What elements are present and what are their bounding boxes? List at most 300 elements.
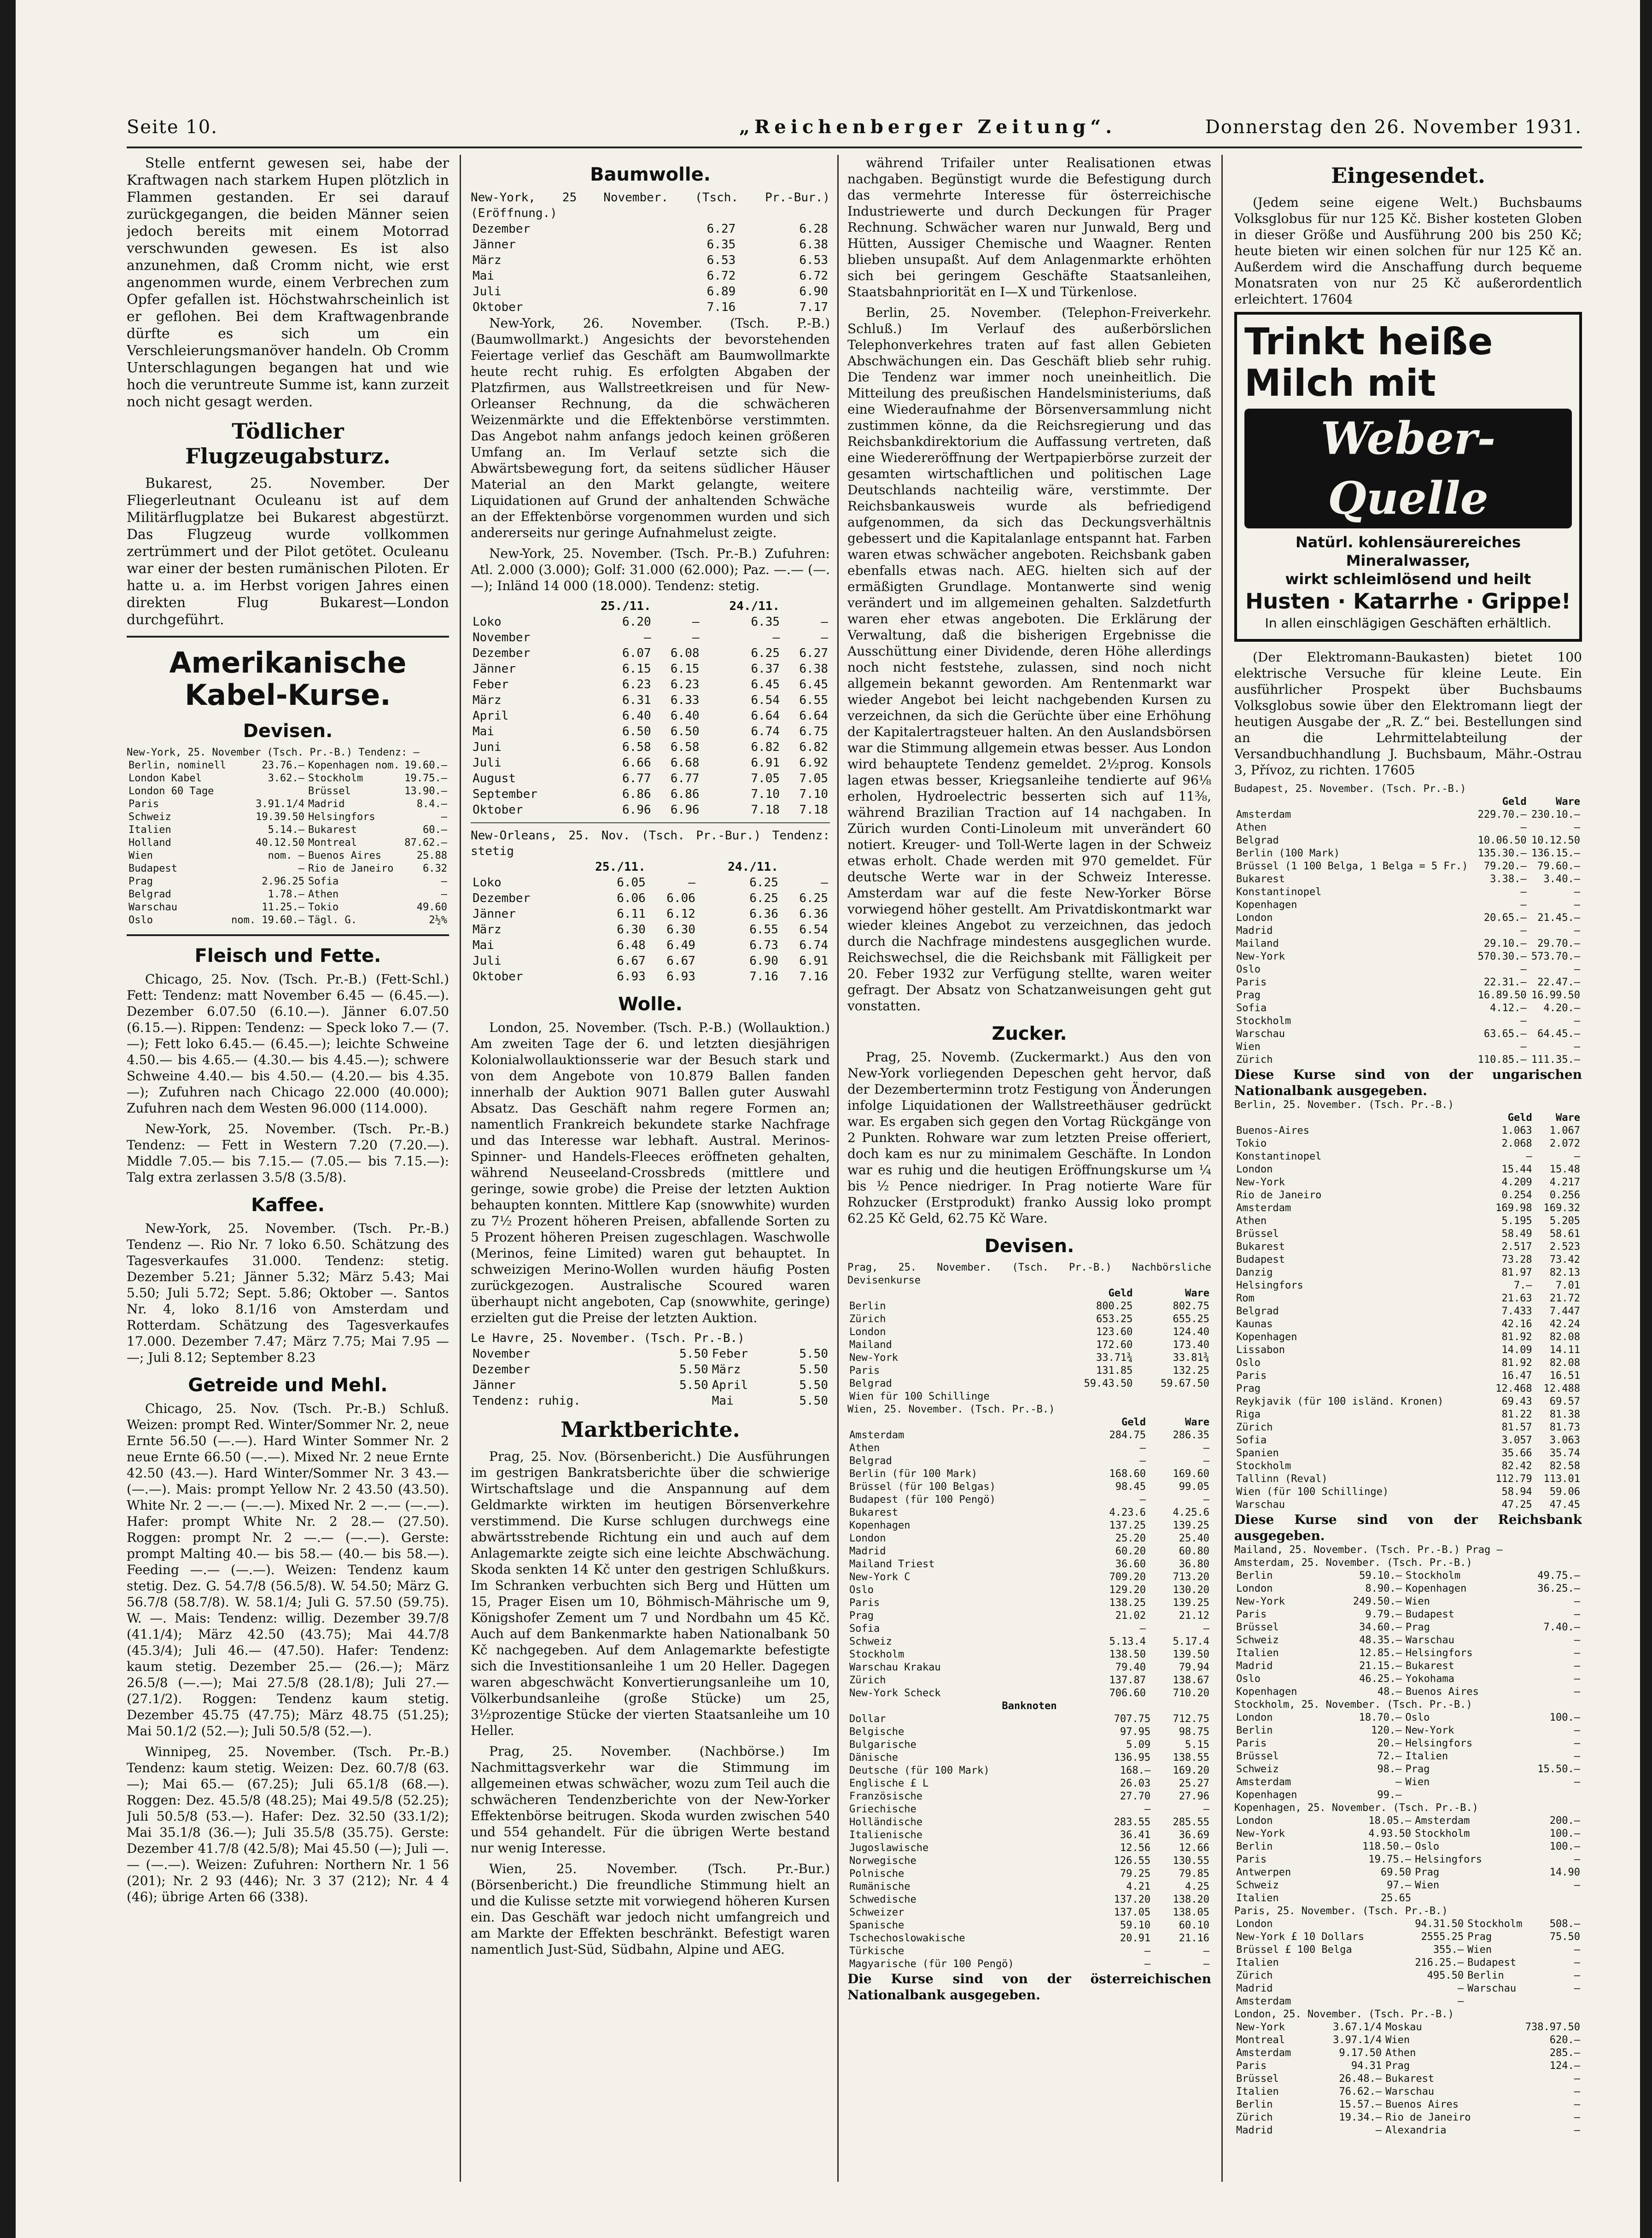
table-cell: Mailand Triest [849,1558,935,1570]
table-cell: 137.87 [1109,1675,1146,1686]
table-cell: 172.60 [1096,1339,1133,1351]
table-cell: Buenos Aires [1405,1686,1479,1698]
table-cell: 81.73 [1549,1422,1580,1433]
table-cell: Sofia [849,1623,880,1635]
table-row [1234,1292,1582,1305]
market-text: Prag, 25. Novemb. (Zuckermarkt.) Aus den von New-York vorliegenden Depeschen geht hervor, daß der Dezemberterminn trotz Festigung von Änderungen infolge Liquidationen der Wallstreethäuser gedrückt war. Es ergaben sich gegen den Vortag Rückgänge von 2 Punkten. Rohware war zum letzten Preise offeriert, doch kam es nur zu minimalem Geschäfte. In London war es ruhig und die heutigen Eröffnungskurse um ¼ bis ½ Pence niedriger. In Prag notierte Ware für Rohzucker (Erstprodukt) franko Aussig loko prompt 62.25 Kč Geld, 62.75 Kč Ware. [847,1049,1211,1226]
table-cell: Brüssel [1236,1228,1279,1240]
table-cell: New-York [1236,2021,1285,2033]
table-cell: Magyarische (für 100 Pengö) [849,1958,1014,1970]
table-cell: 9.17.50 [1339,2047,1382,2059]
table-cell: — [1574,1970,1580,1981]
table-cell: London [1236,912,1273,924]
rule [471,822,830,823]
table-cell: Tokio [1236,1138,1267,1149]
table-cell: Kopenhagen [1236,1686,1297,1698]
table-cell: 12.488 [1543,1383,1580,1394]
table-cell: 169.98 [1495,1202,1532,1214]
table-row [127,837,449,850]
table-cell: Sofia [308,876,339,887]
table-cell: 94.31.50 [1415,1918,1464,1930]
table-cell: — [1203,1945,1209,1957]
table-cell: 12.66 [1179,1842,1209,1854]
table-cell: London [1236,1712,1273,1723]
table-caption: New-York, 25. November (Tsch. Pr.-B.) Tendenz: — [127,747,420,758]
table-cell: — [1520,1015,1527,1027]
table-cell: Norwegische [849,1855,916,1867]
table-cell: Buenos Aires [1385,2099,1459,2110]
table-cell: — [1139,1442,1146,1454]
table-cell: Stockholm [1467,1918,1523,1930]
masthead [127,109,1582,146]
table-cell: Spanien [1236,1447,1279,1459]
copenhagen-fx-table [1234,1815,1582,1905]
table-row [1234,1918,1582,1931]
table-cell: Helsingfors [1405,1647,1473,1659]
table-row [847,1868,1211,1881]
table-row [471,771,830,786]
column-header: Geld [1507,1112,1532,1124]
table-row [1234,1724,1582,1737]
table-row [471,630,830,645]
table-cell: Feber [473,678,509,691]
table-cell: 36.25.— [1537,1583,1580,1594]
table-cell: Zürich [1236,1970,1273,1981]
column-header: 25./11. [601,599,651,613]
table-cell: Prag [1415,1867,1440,1878]
table-cell: Athen [1236,1215,1267,1227]
table-cell: 40.12.50 [256,837,305,849]
table-cell: 6.93 [666,970,695,984]
table-cell: Belgrad [849,1378,892,1389]
table-cell: 3.063 [1549,1435,1580,1446]
table-row [1234,937,1582,950]
table-cell: Prag [1405,1622,1430,1633]
table-cell: 60.20 [1115,1546,1146,1557]
table-caption: Stockholm, 25. November. (Tsch. Pr.-B.) [1234,1699,1472,1711]
table-cell: 6.77 [622,772,651,785]
table-cell: 6.05 [617,876,646,890]
table-cell: 113.01 [1543,1473,1580,1485]
table-cell: — [1574,1596,1580,1607]
scan-border-right [1640,0,1652,2238]
table-row [1234,1357,1582,1370]
table-cell: 495.50 [1427,1970,1464,1981]
table-cell: — [1574,1686,1580,1698]
table-cell: 139.25 [1173,1597,1209,1609]
table-cell: Bukarest [1236,1241,1285,1253]
table-cell: April [473,709,509,723]
table-cell: 112.79 [1495,1473,1532,1485]
market-text: New-York, 25. November. (Tsch. Pr.-B.) Zufuhren: Atl. 2.000 (3.000); Golf: 31.000 (62.000); Paz. —.— (—.—); Inländ 14 000 (18.000). Tendenz: stetig. [471,546,830,593]
table-row [1234,976,1582,989]
table-cell: Schweiz [128,811,171,823]
table-row [471,802,830,818]
table-cell: Stockholm [1405,1570,1461,1582]
table-cell: 5.09 [1126,1739,1151,1751]
article-text: Stelle entfernt gewesen sei, habe der Kraftwagen nach starkem Hupen plötzlich in Flammen gestanden. Er sei darauf zurückgegangen, die beiden Männer seien jedoch bereits mit einem Motorrad verschwunden gewesen. Es ist also anzunehmen, daß Cromm nicht, wie erst angenommen wurde, einem Verbrechen zum Opfer gefallen ist. Höchstwahrscheinlich ist er geflohen. Bei dem Kraftwagenbrande dürfte es sich um ein Verschleierungsmanöver handeln. Ob Cromm Unterschlagungen begangen hat und wie hoch die veruntreute Summe ist, kann zurzeit noch nicht gesagt werden. [127,155,449,410]
table-cell: Schwedische [849,1894,916,1905]
table-cell: Amsterdam [1236,1202,1291,1214]
table-cell: Mai [473,269,494,283]
table-row [1234,1866,1582,1879]
table-cell: Rom [1236,1293,1255,1304]
table-cell: — [1526,1151,1532,1162]
wool-havre-table [471,1346,830,1409]
table-row [847,1429,1211,1442]
table-cell: — [441,876,447,887]
table-cell: Kopenhagen [1236,1789,1297,1801]
table-row [847,1932,1211,1945]
table-cell: 707.75 [1114,1713,1151,1725]
table-row [1234,2124,1582,2137]
table-cell: Warschau [1467,1983,1517,1994]
table-cell: 82.42 [1501,1460,1532,1472]
table-cell: 20.— [1377,1738,1402,1749]
table-cell: Kopenhagen [1236,899,1297,911]
advertisement [1234,312,1582,642]
table-cell: 2555.25 [1421,1931,1464,1943]
london-fx-table [1234,2021,1582,2137]
table-cell: Kopenhagen [1405,1583,1467,1594]
table-cell: Griechische [849,1804,916,1815]
table-cell: Wien (für 100 Schillinge) [1236,1486,1389,1498]
table-cell: 6.23 [670,678,700,691]
table-row [1234,2034,1582,2047]
table-row [1234,1189,1582,1202]
market-text: New-York, 26. November. (Tsch. P.-B.) (Baumwollmarkt.) Angesichts der bevorstehenden Feiertage verlief das Geschäft am Baumwollmarkte heute recht ruhig. Es erfolgten Abgaben der Platzfirmen, aus Wallstreetkreisen und für New-Orleanser Rechnung, da die schwächeren Weizenmärkte und die Effektenbörse verstimmten. Das Angebot nahm anfangs jedoch keinen größeren Umfang an. Im Verlauf setzte sich die Abwärtsbewegung fort, da seitens südlicher Häuser Material an den Markt gelangte, weitere Liquidationen auf Grund der anhaltenden Schwäche an der Effektenbörse vorgenommen wurden und sich andererseits nur geringe Aufnahmelust zeigte. [471,316,830,540]
table-cell: 35.66 [1501,1447,1532,1459]
subsection-heading: Baumwolle. [590,164,711,185]
table-cell: 79.94 [1179,1662,1209,1673]
table-row [847,1893,1211,1906]
table-row [1234,1254,1582,1266]
table-cell: Helsingfors [1405,1738,1473,1749]
column-header [847,1287,1058,1300]
table-cell: Yokohama [1405,1673,1454,1685]
table-row [471,284,830,299]
table-cell: — [1574,1880,1580,1891]
table-row [1234,1305,1582,1318]
table-cell: 7.433 [1501,1306,1532,1317]
table-cell: Paris [1236,1738,1267,1749]
table-cell: Prag [128,876,153,887]
table-row [1234,1486,1582,1499]
article-text: Bukarest, 25. November. Der Fliegerleutnant Oculeanu ist auf dem Militärflugplatze bei Bukarest abgestürzt. Das Flugzeug wurde vollkommen zertrümmert und der Pilot getötet. Oculeanu war einer der besten rumänischen Piloten. Er hatte u. a. im Herbst vorigen Jahres einen direkten Flug Bukarest—London durchgeführt. [127,475,449,628]
table-cell: Holländische [849,1816,922,1828]
table-cell: 139.25 [1173,1520,1209,1531]
table-cell: 79.40 [1115,1662,1146,1673]
table-cell: 4.25.6 [1173,1507,1209,1518]
table-caption: Kopenhagen, 25. November. (Tsch. Pr.-B.) [1234,1802,1478,1814]
column-2 [471,155,830,2182]
table-cell: 138.55 [1173,1752,1209,1763]
table-row [1234,2098,1582,2111]
table-cell: London Kabel [128,773,202,784]
table-cell: — [1574,2073,1580,2085]
table-row [127,759,449,772]
table-row [127,888,449,901]
table-cell: 6.91 [751,756,780,770]
table-cell: Riga [1236,1409,1261,1420]
table-cell: Rio de Janeiro [308,863,394,874]
table-row [847,1855,1211,1868]
table-cell: 6.30 [617,923,646,937]
table-cell: 6.93 [617,970,646,984]
table-cell: März [473,923,502,937]
table-cell: 12.468 [1495,1383,1532,1394]
table-cell: 6.54 [751,693,780,707]
table-cell: — [1375,2125,1382,2136]
table-cell: 21.45.— [1537,912,1580,924]
table-row [1234,847,1582,860]
table-header-row [1234,796,1582,808]
table-row [471,1346,830,1362]
table-cell: 1.067 [1549,1125,1580,1137]
table-cell: Warschau [1236,1028,1285,1040]
table-cell: Italien [1236,1892,1279,1904]
table-cell: Jänner [473,662,516,676]
table-cell: — [1520,925,1527,937]
table-cell: 6.40 [622,709,651,723]
table-cell: — [298,863,305,874]
table-row [1234,1473,1582,1486]
table-cell: Italienische [849,1829,922,1841]
table-cell: 138.50 [1109,1649,1146,1660]
table-cell: Antwerpen [1236,1867,1291,1878]
table-cell: Französische [849,1791,922,1802]
table-cell: 6.23 [622,678,651,691]
table-cell: Amsterdam [849,1430,905,1441]
table-cell [1539,1995,1582,2008]
table-cell: 124.40 [1173,1326,1209,1338]
table-cell: 36.69 [1179,1829,1209,1841]
table-cell: — [1203,1804,1209,1815]
table-cell: 0.256 [1549,1189,1580,1201]
table-cell: — [1574,2099,1580,2110]
table-cell: Lissabon [1236,1344,1285,1356]
table-cell: 5.14.— [268,824,305,836]
table-cell [1465,1995,1539,2008]
table-cell: Paris [1236,1854,1267,1865]
masthead-rule [127,146,1582,148]
table-header-row [1234,1112,1582,1125]
table-cell: Mailand [1236,938,1279,949]
table-row [1234,1395,1582,1408]
table-cell: 5.50 [799,1347,828,1361]
article-heading: Tödlicher Flugzeugabsturz. [185,419,391,469]
table-cell: 100.— [1549,1841,1580,1852]
table-cell: 6.73 [749,938,778,952]
table-cell: 3.97.1/4 [1333,2034,1382,2046]
table-cell: — [1144,1958,1151,1970]
table-cell: Schweiz [1236,1763,1279,1775]
table-row [127,901,449,914]
table-cell: 712.75 [1173,1713,1209,1725]
table-cell: Helsingfors [308,811,375,823]
table-row [847,1494,1211,1506]
table-cell: Stockholm [1415,1828,1470,1840]
table-row [847,1339,1211,1352]
table-cell: 6.75 [799,725,828,738]
table-cell: New-York [849,1352,898,1364]
table-row [1234,1279,1582,1292]
table-header-row [847,1287,1211,1300]
table-cell: 7.40.— [1543,1622,1580,1633]
table-cell: Mai [473,725,494,738]
table-cell: 3.38.— [1490,873,1527,885]
table-row [1234,1595,1582,1608]
market-text: Wien, 25. November. (Tsch. Pr.-Bur.) (Börsenbericht.) Die freundliche Stimmung hielt an und die Kulisse setzte mit vorwiegend höheren Kursen ein. Das Geschäft war jedoch nicht umfangreich und am Markte der Effekten beschränkt. Befestigt waren namentlich Just-Süd, Südbahn, Alpine und AEG. [471,1861,830,1957]
table-cell: 34.60.— [1359,1622,1402,1633]
table-row [1234,1608,1582,1621]
table-cell: 620.— [1549,2034,1580,2046]
table-cell: 69.50 [1380,1867,1412,1878]
table-row [1234,1421,1582,1434]
table-row [847,1519,1211,1532]
table-caption: Amsterdam, 25. November. (Tsch. Pr.-B.) [1234,1557,1472,1569]
table-row [471,937,830,953]
table-cell: 58.94 [1501,1486,1532,1498]
table-cell: — [1520,822,1527,833]
table-cell: 94.31 [1351,2060,1382,2072]
column-divider [1221,155,1223,2182]
subsection-heading: Wolle. [618,994,683,1015]
newspaper-title: „Reichenberger Zeitung“. [739,116,1117,138]
table-row [127,798,449,811]
table-cell: 3.40.— [1543,873,1580,885]
table-cell: 129.20 [1109,1584,1146,1596]
table-cell: 7.01 [1556,1280,1580,1291]
table-cell: Amsterdam [1236,2047,1291,2059]
table-row [847,1558,1211,1571]
table-cell: 8.90.— [1365,1583,1402,1594]
table-cell: 738.97.50 [1525,2021,1580,2033]
table-cell: 48.— [1377,1686,1402,1698]
table-cell: 508.— [1549,1918,1580,1930]
table-cell: Amsterdam [1236,1996,1291,2007]
table-cell: Athen [1385,2047,1416,2059]
table-cell: nom. — [268,850,305,861]
column-header: 24./11. [729,599,780,613]
subsection-heading: Getreide und Mehl. [188,1375,388,1396]
table-row [471,906,830,922]
table-cell: 7.05 [799,772,828,785]
table-cell: 75.50 [1549,1931,1580,1943]
table-cell: — [1139,1455,1146,1467]
table-cell: 59.10 [1120,1920,1151,1931]
table-cell: Kaunas [1236,1318,1273,1330]
column-header: Geld [1502,796,1527,808]
table-cell: 46.25.— [1359,1673,1402,1685]
table-cell: 6.32 [423,863,447,874]
table-cell: — [1203,1442,1209,1454]
table-cell: 6.91 [799,954,828,968]
table-cell: 6.15 [670,662,700,676]
table-cell [1403,1789,1511,1802]
table-row [471,661,830,677]
table-cell: 138.67 [1173,1675,1209,1686]
table-cell: 802.75 [1173,1301,1209,1312]
table-row [1234,1125,1582,1137]
table-cell: Berlin [849,1301,886,1312]
table-row [1234,1686,1582,1699]
table-row [1234,963,1582,976]
table-cell: Sofia [1236,1435,1267,1446]
table-cell: 16.89.50 [1477,990,1527,1001]
table-cell: 59.43.50 [1084,1378,1133,1389]
table-cell: 2½% [429,914,447,926]
table-cell: 19.75.— [1368,1854,1412,1865]
table-row [471,953,830,969]
table-row [1234,1660,1582,1673]
table-cell: Dezember [473,891,531,905]
table-cell: Warschau Krakau [849,1662,941,1673]
table-cell: 59.10.— [1359,1570,1402,1582]
table-cell: 99.05 [1179,1481,1209,1493]
table-cell: 285.55 [1173,1816,1209,1828]
table-caption: New-Orleans, 25. Nov. (Tsch. Pr.-Bur.) Tendenz: stetig [471,829,830,858]
table-cell: April [712,1378,748,1392]
table-row [127,862,449,875]
table-cell: Prag [1467,1931,1492,1943]
table-cell: Oslo [1415,1841,1440,1852]
table-cell: Amsterdam [1415,1815,1470,1827]
table-cell: 14.09 [1501,1344,1532,1356]
table-cell: Warschau [1236,1499,1285,1511]
table-cell: Deutsche (für 100 Mark) [849,1765,990,1776]
table-cell: Berlin [1236,1570,1273,1582]
column-header [653,598,701,614]
table-cell: 6.58 [670,740,700,754]
table-cell: Italien [1236,1957,1279,1969]
table-cell: New-York £ 10 Dollars [1236,1931,1365,1943]
column-header [471,859,565,875]
table-cell: 7.10 [799,787,828,801]
table-cell: Loko [473,876,502,890]
table-cell: Berlin, nominell [128,760,226,771]
table-cell: Moskau [1385,2021,1422,2033]
table-cell: Oktober [473,803,523,817]
table-cell: 355.— [1433,1944,1464,1956]
table-cell: Türkische [849,1945,905,1957]
table-cell: 25.40 [1179,1533,1209,1544]
table-cell: New-York Scheck [849,1687,941,1699]
table-row [847,1661,1211,1674]
table-cell: — [821,615,828,629]
table-cell: 216.25.— [1415,1957,1464,1969]
section-rule [127,934,449,936]
table-cell: Buenos Aires [308,850,381,861]
table-cell: Schweizer [849,1907,905,1918]
table-cell: Tschechoslowakische [849,1933,965,1944]
table-cell: — [1457,1983,1464,1994]
table-row [847,1597,1211,1610]
table-row [847,1739,1211,1752]
table-row [847,1584,1211,1597]
table-cell: 79.85 [1179,1868,1209,1880]
table-cell: 6.74 [751,725,780,738]
table-cell: 7.— [1513,1280,1532,1291]
table-cell: Athen [308,889,339,900]
table-cell: Bulgarische [849,1739,916,1751]
table-cell: — [1574,1647,1580,1659]
table-cell: Athen [1236,822,1267,833]
table-row [471,969,830,984]
table-cell: Athen [849,1442,880,1454]
table-cell: 20.91 [1120,1933,1151,1944]
table-cell: Polnische [849,1868,905,1880]
